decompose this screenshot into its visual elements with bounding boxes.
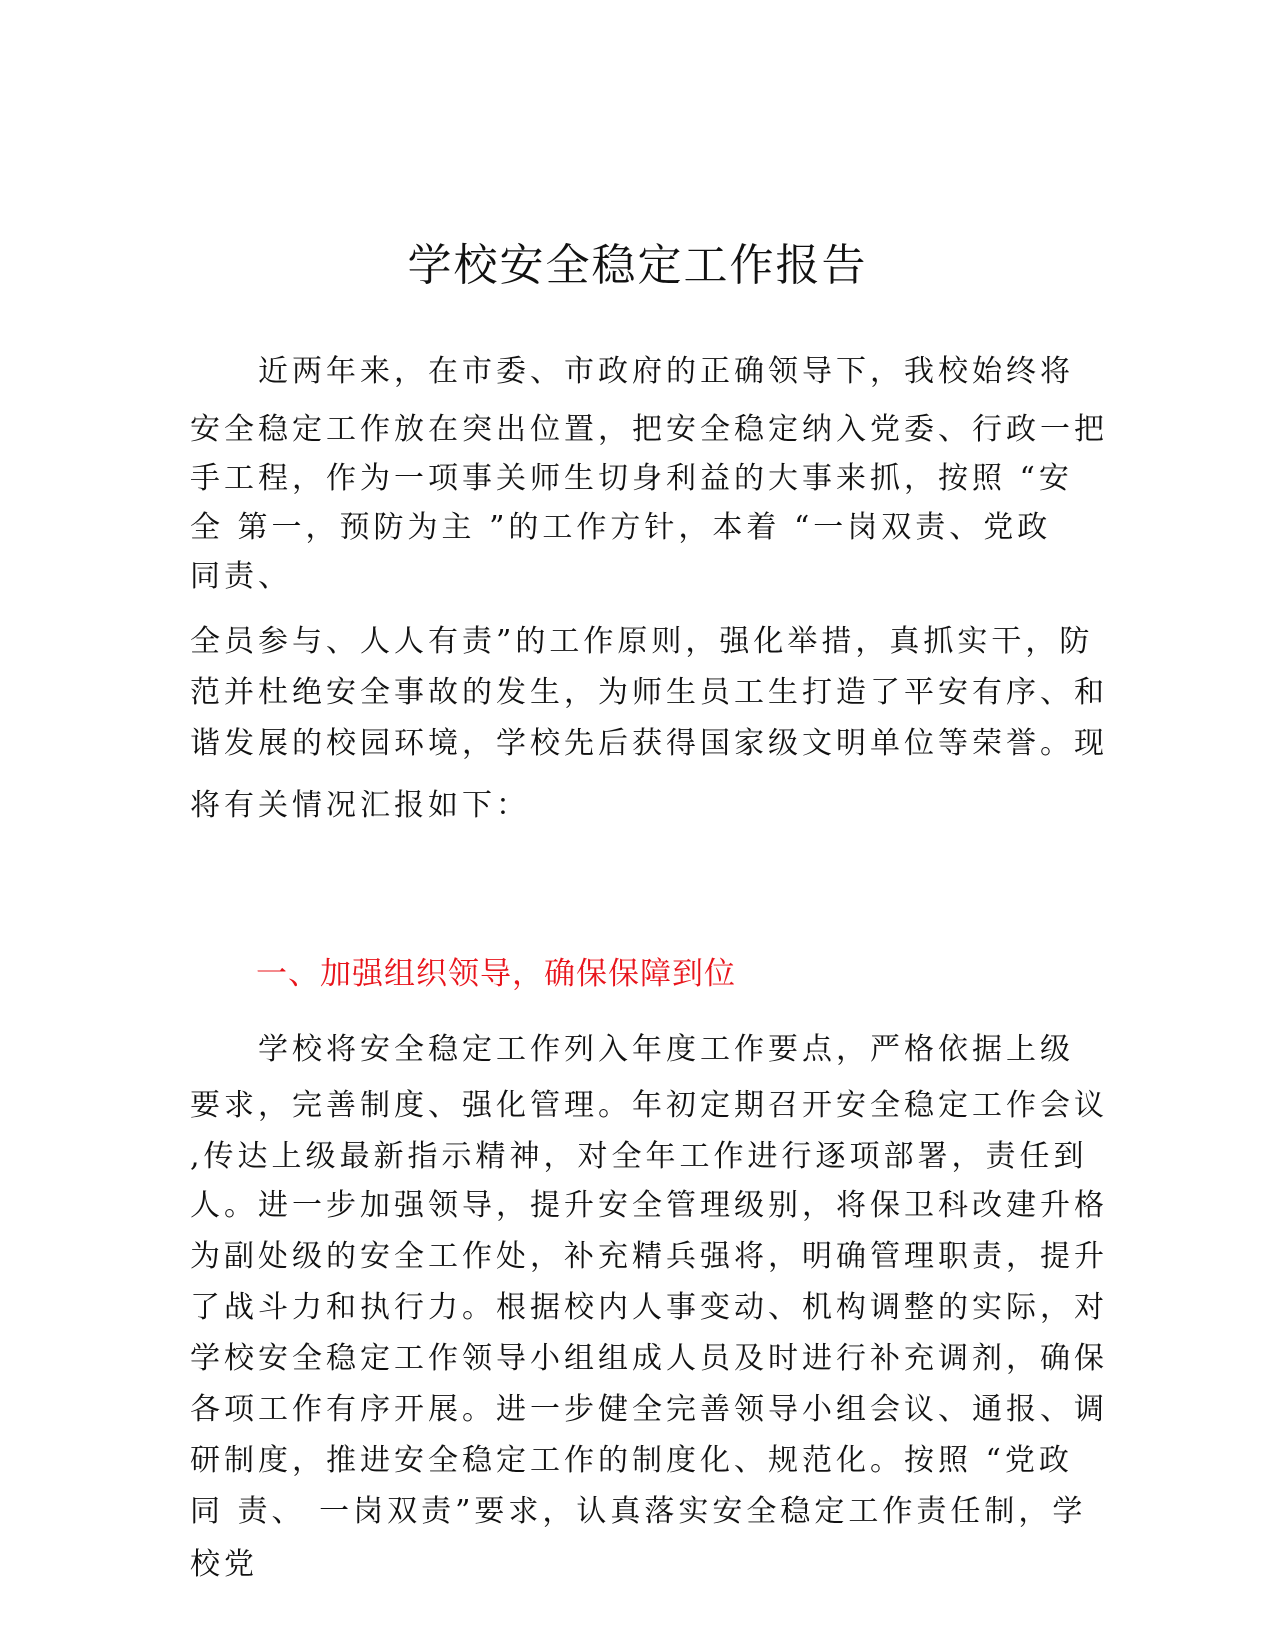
section-line: 各项工作有序开展。进一步健全完善领导小组会议、通报、调 bbox=[190, 1392, 1108, 1427]
section-line: 学校安全稳定工作领导小组组成人员及时进行补充调剂，确保 bbox=[190, 1341, 1108, 1376]
section-line: 要求，完善制度、强化管理。年初定期召开安全稳定工作会议 bbox=[190, 1088, 1108, 1123]
document-title: 学校安全稳定工作报告 bbox=[407, 240, 868, 291]
intro-line: 安全稳定工作放在突出位置，把安全稳定纳入党委、行政一把 bbox=[190, 412, 1108, 447]
intro-line: 全员参与、人人有责”的工作原则，强化举措，真抓实干，防 bbox=[190, 624, 1094, 659]
section-line: 校党 bbox=[190, 1547, 258, 1582]
section-line: 同 责、 一岗双责”要求，认真落实安全稳定工作责任制，学 bbox=[190, 1494, 1087, 1529]
intro-line: 谐发展的校园环境，学校先后获得国家级文明单位等荣誉。现 bbox=[190, 726, 1108, 761]
section-line: 为副处级的安全工作处，补充精兵强将，明确管理职责，提升 bbox=[190, 1239, 1108, 1274]
intro-line: 手工程，作为一项事关师生切身利益的大事来抓，按照 “安 bbox=[190, 461, 1073, 496]
section-heading: 一、加强组织领导，确保保障到位 bbox=[256, 956, 736, 992]
intro-line: 全 第一，预防为主 ”的工作方针，本着 “一岗双责、党政 bbox=[190, 510, 1052, 545]
intro-line: 范并杜绝安全事故的发生，为师生员工生打造了平安有序、和 bbox=[190, 675, 1108, 710]
section-line: 了战斗力和执行力。根据校内人事变动、机构调整的实际，对 bbox=[190, 1290, 1108, 1325]
intro-line: 同责、 bbox=[190, 559, 292, 594]
intro-line: 近两年来，在市委、市政府的正确领导下，我校始终将 bbox=[258, 354, 1074, 389]
section-line: 研制度，推进安全稳定工作的制度化、规范化。按照 “党政 bbox=[190, 1443, 1073, 1478]
intro-line: 将有关情况汇报如下： bbox=[190, 788, 530, 823]
section-line: 人。进一步加强领导，提升安全管理级别，将保卫科改建升格 bbox=[190, 1188, 1108, 1223]
section-line: ,传达上级最新指示精神，对全年工作进行逐项部署，责任到 bbox=[190, 1139, 1088, 1174]
section-line: 学校将安全稳定工作列入年度工作要点，严格依据上级 bbox=[258, 1032, 1074, 1067]
